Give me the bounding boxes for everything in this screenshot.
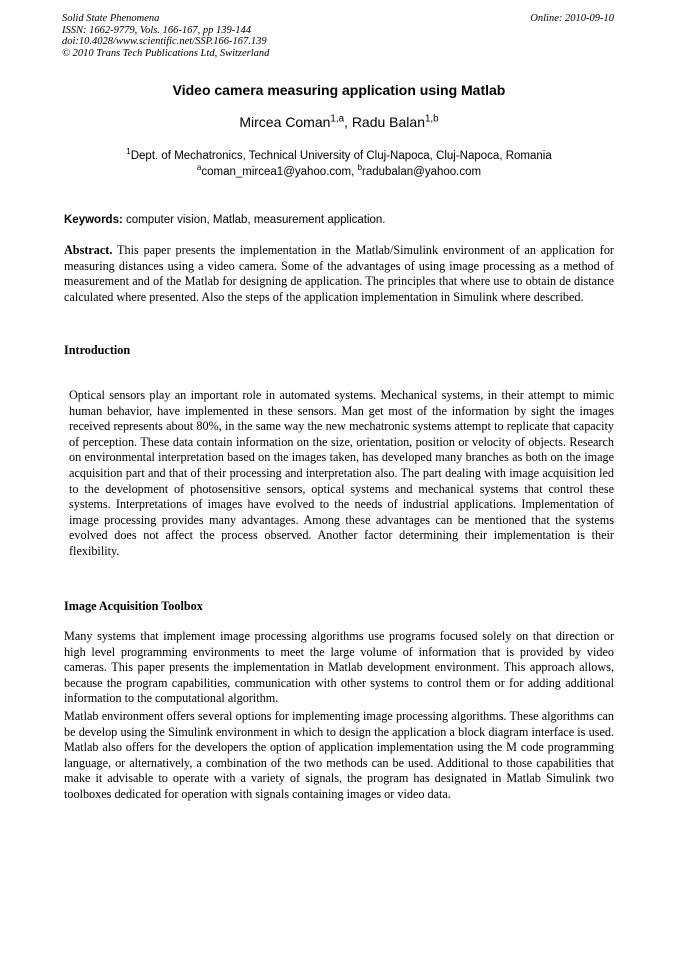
online-date: Online: 2010-09-10	[530, 13, 614, 24]
toolbox-paragraph-1: Many systems that implement image processing algorithms use programs focused solely on that direction or high level programming environments to meet the large volume of information that is provided by video cameras. This paper presents the implementation in Matlab development environment. This approach allows, because the program capabilities, communication with other systems to control them or for adding additional information to the computational algorithm.	[64, 629, 614, 706]
email-1[interactable]: coman_mircea1@yahoo.com	[201, 166, 352, 178]
author-2: Radu Balan	[351, 114, 425, 130]
email-line	[0, 164, 678, 180]
author-separator: ,	[344, 114, 352, 130]
affiliation-text: Dept. of Mechatronics, Technical University of Cluj-Napoca, Cluj-Napoca, Romania	[130, 150, 552, 162]
author-list	[0, 114, 678, 130]
affiliation-block	[0, 148, 678, 180]
author-1: Mircea Coman	[239, 114, 331, 130]
journal-name: Solid State Phenomena	[62, 13, 160, 24]
affiliation-line	[0, 148, 678, 164]
email-2-sup: b	[357, 163, 362, 173]
email-2[interactable]: radubalan@yahoo.com	[362, 166, 482, 178]
author-2-sup: 1,b	[424, 113, 439, 125]
affiliation-sup: 1	[126, 147, 131, 157]
abstract-label: Abstract.	[64, 243, 113, 257]
copyright-line: © 2010 Trans Tech Publications Ltd, Switzerland	[62, 47, 270, 59]
keywords-text: computer vision, Matlab, measurement application.	[122, 214, 386, 226]
introduction-paragraph: Optical sensors play an important role in automated systems. Mechanical systems, in their attempt to mimic human behavior, have implemented in these sensors. Man get most of the information by sight the images received represents about 80%, in the same way the new mechatronic systems attempt to replicate that capacity of perception. These data contain information on the size, orientation, position or velocity of objects. Research on environmental interpretation based on the images taken, has developed many branches as both on the image acquisition part and that of their processing and interpretation also. The part dealing with image acquisition led to the development of photosensitive sensors, optical systems and mechanical systems that control these systems. Interpretations of images have evolved to the needs of industrial applications. Implementation of image processing provides many advantages. Among these advantages can be mentioned that the systems evolved does not affect the process observed. Another factor determining their implementation is their flexibility.	[69, 388, 614, 558]
email-1-sup: a	[196, 163, 202, 173]
introduction-heading: Introduction	[64, 343, 131, 357]
keywords-label: Keywords:	[64, 214, 123, 226]
doi-line: doi:10.4028/www.scientific.net/SSP.166-167.139	[62, 36, 267, 47]
email-separator: ,	[351, 166, 358, 178]
abstract-paragraph	[64, 243, 614, 305]
keywords-line	[64, 214, 614, 226]
toolbox-paragraph-2: Matlab environment offers several options for implementing image processing algorithms. These algorithms can be develop using the Simulink environment in which to design the application a block diagram interface is used. Matlab also offers for the developers the option of application implementation using the M code programming language, or alternatively, a combination of the two methods can be used. Additional to those capabilities that make it advisable to operate with a variety of signals, the program has designated in Matlab Simulink two toolboxes dedicated for operation with signals containing images or video data.	[64, 709, 614, 801]
author-1-sup: 1,a	[330, 113, 345, 125]
journal-header	[62, 13, 269, 59]
paper-title: Video camera measuring application using Matlab	[172, 82, 506, 98]
toolbox-heading: Image Acquisition Toolbox	[64, 599, 203, 613]
issn-line: ISSN: 1662-9779, Vols. 166-167, pp 139-144	[62, 24, 251, 36]
abstract-text: This paper presents the implementation in the Matlab/Simulink environment of an application for measuring distances using a video camera. Some of the advantages of using image processing as a method of measurement and of the Matlab for designing de application. The principles that where use to obtain de distance calculated where presented. Also the steps of the application implementation in Simulink where described.	[64, 243, 614, 304]
